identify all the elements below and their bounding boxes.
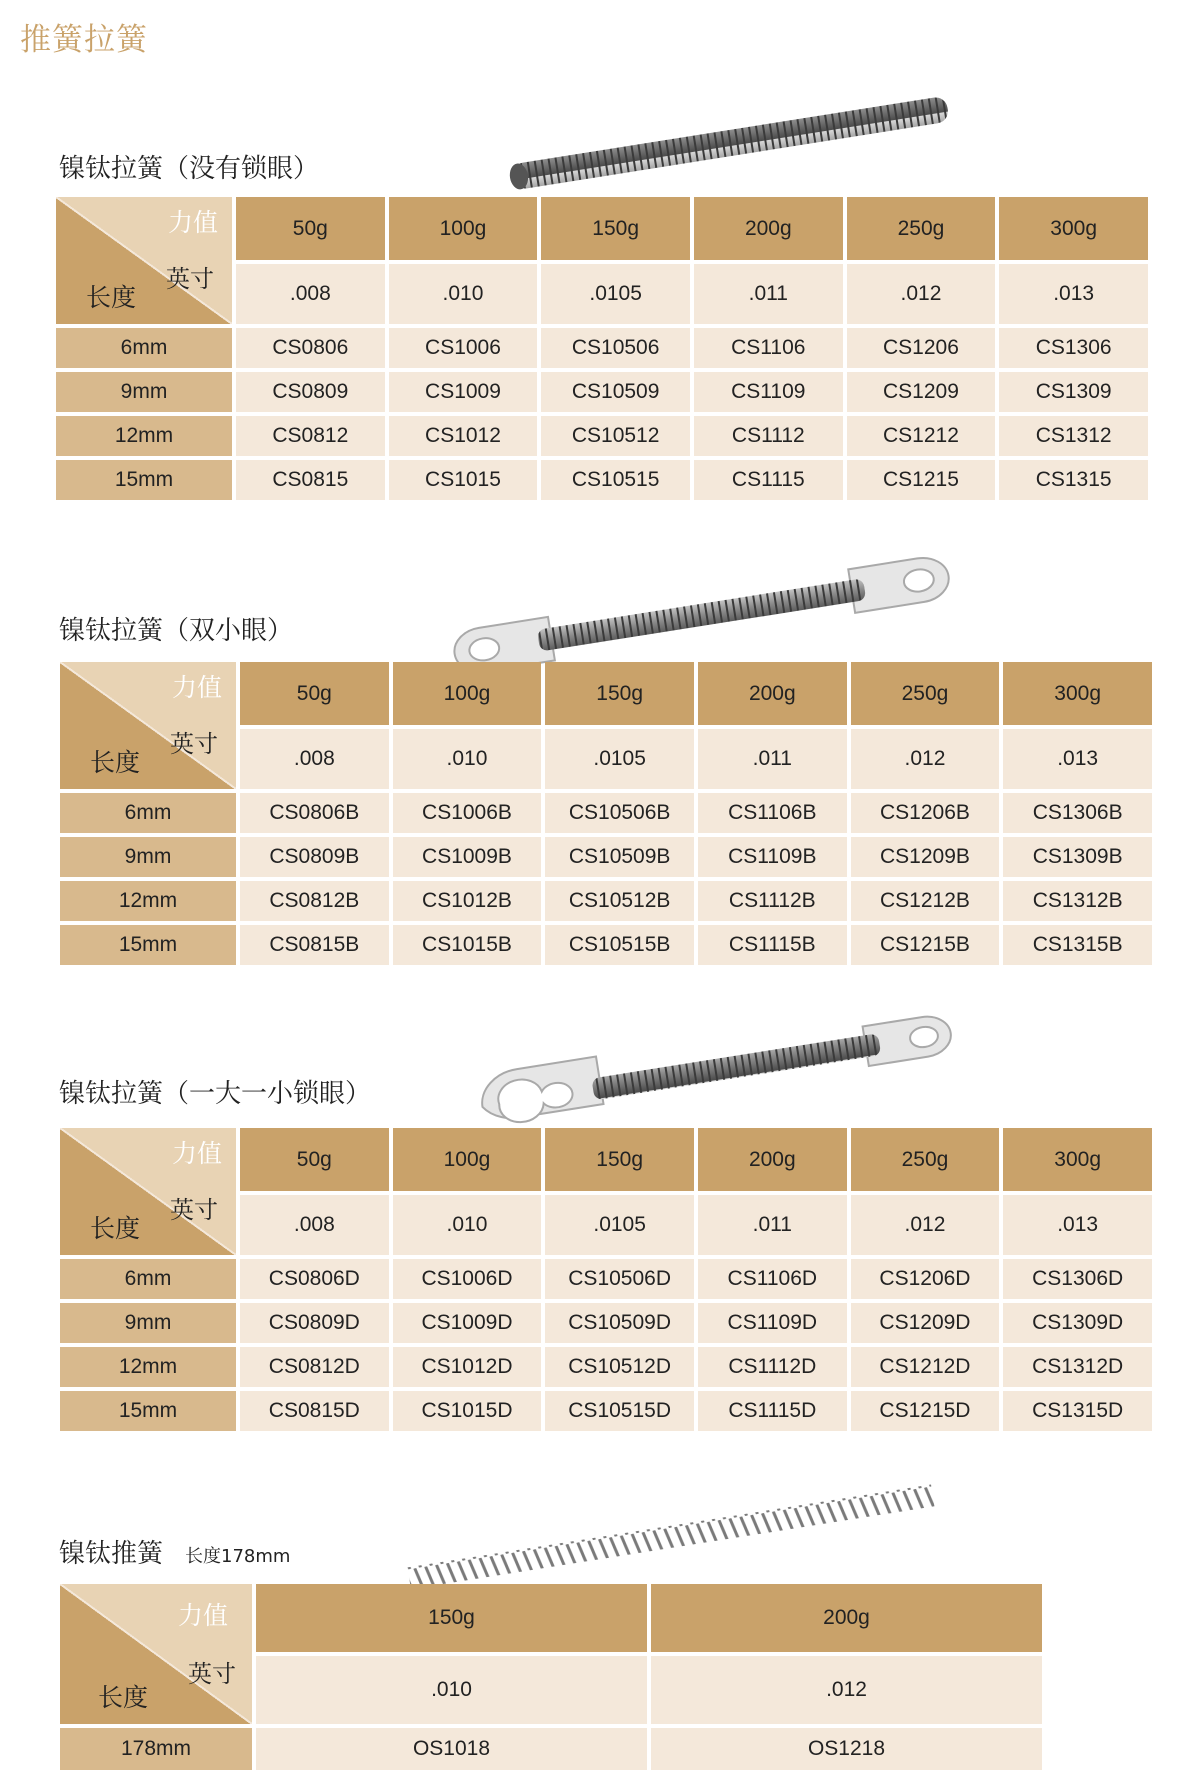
spec-table-push-spring [56,1580,1046,1774]
force-header: 150g [545,662,694,725]
force-header: 200g [698,1128,847,1191]
table-row [60,881,1152,921]
code-cell: CS0815D [240,1391,389,1431]
code-cell: CS1112B [698,881,847,921]
code-cell: CS1312D [1003,1347,1152,1387]
inch-cell: .013 [1003,729,1152,789]
code-cell: CS1009D [393,1303,542,1343]
spec-table-large-small-eyelet [56,1124,1156,1435]
code-cell: CS1206B [851,793,1000,833]
code-cell: CS1212D [851,1347,1000,1387]
force-header: 300g [999,197,1148,260]
code-cell: CS1115 [694,460,843,500]
table-corner [60,1128,236,1255]
code-cell: CS1115D [698,1391,847,1431]
code-cell: CS1212 [847,416,996,456]
code-cell: CS1309D [1003,1303,1152,1343]
code-cell: CS1015 [389,460,538,500]
length-cell: 15mm [60,1391,236,1431]
code-cell: CS10509B [545,837,694,877]
code-cell: CS0812B [240,881,389,921]
inch-cell: .0105 [541,264,690,324]
inch-label: 英寸 [170,1197,218,1224]
table-row [56,328,1148,368]
code-cell: CS1109 [694,372,843,412]
inch-cell: .008 [240,1195,389,1255]
force-header: 150g [256,1584,647,1652]
code-cell: CS10515D [545,1391,694,1431]
code-cell: CS1306 [999,328,1148,368]
length-cell: 12mm [60,1347,236,1387]
table-row [56,416,1148,456]
inch-cell: .0105 [545,729,694,789]
code-cell: CS0812D [240,1347,389,1387]
code-cell: CS10506B [545,793,694,833]
force-header: 150g [541,197,690,260]
table-row [60,1259,1152,1299]
code-cell: CS1215 [847,460,996,500]
inch-cell: .012 [651,1656,1042,1724]
inch-cell: .012 [851,729,1000,789]
table-row [60,1391,1152,1431]
table-row [60,837,1152,877]
code-cell: CS1315B [1003,925,1152,965]
table-corner [60,662,236,789]
code-cell: CS1312B [1003,881,1152,921]
inch-label: 英寸 [188,1661,236,1688]
inch-cell: .0105 [545,1195,694,1255]
inch-cell: .008 [240,729,389,789]
code-cell: CS1215B [851,925,1000,965]
code-cell: CS1106B [698,793,847,833]
code-cell: CS1312 [999,416,1148,456]
force-header: 50g [240,1128,389,1191]
length-label: 长度 [90,749,141,777]
code-cell: CS1209 [847,372,996,412]
length-cell: 6mm [56,328,232,368]
length-cell: 15mm [60,925,236,965]
code-cell: CS1315D [1003,1391,1152,1431]
large-small-eyelet-spring-image [470,990,960,1125]
inch-cell: .010 [256,1656,647,1724]
code-cell: CS1309B [1003,837,1152,877]
code-cell: CS1015D [393,1391,542,1431]
force-header: 100g [393,1128,542,1191]
code-cell: CS1206 [847,328,996,368]
code-cell: CS1209D [851,1303,1000,1343]
length-cell: 9mm [60,1303,236,1343]
table-row [60,1303,1152,1343]
force-label: 力值 [177,1602,228,1630]
code-cell: CS1012 [389,416,538,456]
inch-cell: .012 [851,1195,1000,1255]
code-cell: CS1006 [389,328,538,368]
spec-table-double-eyelet [56,658,1156,969]
page-title: 推簧拉簧 [20,22,148,58]
force-label: 力值 [167,209,218,237]
inch-cell: .012 [847,264,996,324]
force-header: 150g [545,1128,694,1191]
force-label: 力值 [171,674,222,702]
code-cell: CS1115B [698,925,847,965]
code-cell: CS1206D [851,1259,1000,1299]
code-cell: CS1006D [393,1259,542,1299]
inch-cell: .011 [694,264,843,324]
force-header: 250g [851,662,1000,725]
force-header: 300g [1003,1128,1152,1191]
table-row [60,1728,1042,1770]
force-header: 50g [236,197,385,260]
length-cell: 15mm [56,460,232,500]
code-cell: CS10512B [545,881,694,921]
table-row [60,1347,1152,1387]
code-cell: OS1018 [256,1728,647,1770]
code-cell: CS1015B [393,925,542,965]
inch-cell: .013 [999,264,1148,324]
code-cell: CS1209B [851,837,1000,877]
inch-cell: .010 [389,264,538,324]
section-title: 镍钛拉簧（一大一小锁眼） [59,1079,372,1109]
closed-coil-spring-image [500,86,960,196]
code-cell: CS1009 [389,372,538,412]
code-cell: CS10512 [541,416,690,456]
code-cell: CS1009B [393,837,542,877]
code-cell: CS1315 [999,460,1148,500]
section-title-text: 镍钛推簧 [59,1539,164,1569]
inch-cell: .010 [393,1195,542,1255]
section-subtitle: 长度178mm [185,1546,291,1567]
inch-cell: .008 [236,264,385,324]
code-cell: CS1109D [698,1303,847,1343]
code-cell: CS1215D [851,1391,1000,1431]
table-corner [60,1584,252,1724]
force-header: 100g [393,662,542,725]
force-header: 200g [651,1584,1042,1652]
code-cell: CS0806 [236,328,385,368]
section-title: 镍钛拉簧（双小眼） [59,616,294,646]
force-header: 200g [694,197,843,260]
code-cell: CS10515B [545,925,694,965]
code-cell: CS1112D [698,1347,847,1387]
code-cell: CS1306D [1003,1259,1152,1299]
table-row [60,793,1152,833]
inch-label: 英寸 [170,731,218,758]
code-cell: CS1212B [851,881,1000,921]
length-cell: 6mm [60,1259,236,1299]
length-cell: 6mm [60,793,236,833]
force-header: 250g [851,1128,1000,1191]
length-cell: 9mm [60,837,236,877]
section-title: 镍钛拉簧（没有锁眼） [59,154,320,184]
open-coil-spring-image [400,1480,940,1595]
code-cell: CS1112 [694,416,843,456]
code-cell: CS0812 [236,416,385,456]
code-cell: CS1006B [393,793,542,833]
code-cell: CS0809D [240,1303,389,1343]
force-header: 250g [847,197,996,260]
code-cell: CS0809 [236,372,385,412]
table-corner [56,197,232,324]
length-label: 长度 [90,1215,141,1243]
table-row [56,372,1148,412]
spec-table-no-eyelet [52,193,1152,504]
inch-cell: .010 [393,729,542,789]
code-cell: CS10506 [541,328,690,368]
table-row [56,460,1148,500]
inch-cell: .011 [698,729,847,789]
code-cell: CS1012B [393,881,542,921]
code-cell: CS1106 [694,328,843,368]
code-cell: CS10509D [545,1303,694,1343]
code-cell: CS10506D [545,1259,694,1299]
length-cell: 12mm [56,416,232,456]
length-cell: 9mm [56,372,232,412]
force-header: 200g [698,662,847,725]
code-cell: CS10512D [545,1347,694,1387]
code-cell: CS0815 [236,460,385,500]
inch-cell: .011 [698,1195,847,1255]
code-cell: CS0806B [240,793,389,833]
code-cell: CS0806D [240,1259,389,1299]
code-cell: CS0809B [240,837,389,877]
code-cell: OS1218 [651,1728,1042,1770]
length-label: 长度 [98,1684,149,1712]
double-eyelet-spring-image [440,540,960,670]
inch-cell: .013 [1003,1195,1152,1255]
length-cell: 12mm [60,881,236,921]
code-cell: CS1106D [698,1259,847,1299]
inch-label: 英寸 [166,266,214,293]
code-cell: CS1012D [393,1347,542,1387]
force-header: 100g [389,197,538,260]
code-cell: CS1306B [1003,793,1152,833]
code-cell: CS1309 [999,372,1148,412]
table-row [60,925,1152,965]
code-cell: CS10515 [541,460,690,500]
section-title [59,1533,290,1570]
code-cell: CS0815B [240,925,389,965]
force-header: 50g [240,662,389,725]
length-cell: 178mm [60,1728,252,1770]
force-header: 300g [1003,662,1152,725]
force-label: 力值 [171,1140,222,1168]
code-cell: CS10509 [541,372,690,412]
length-label: 长度 [86,284,137,312]
code-cell: CS1109B [698,837,847,877]
